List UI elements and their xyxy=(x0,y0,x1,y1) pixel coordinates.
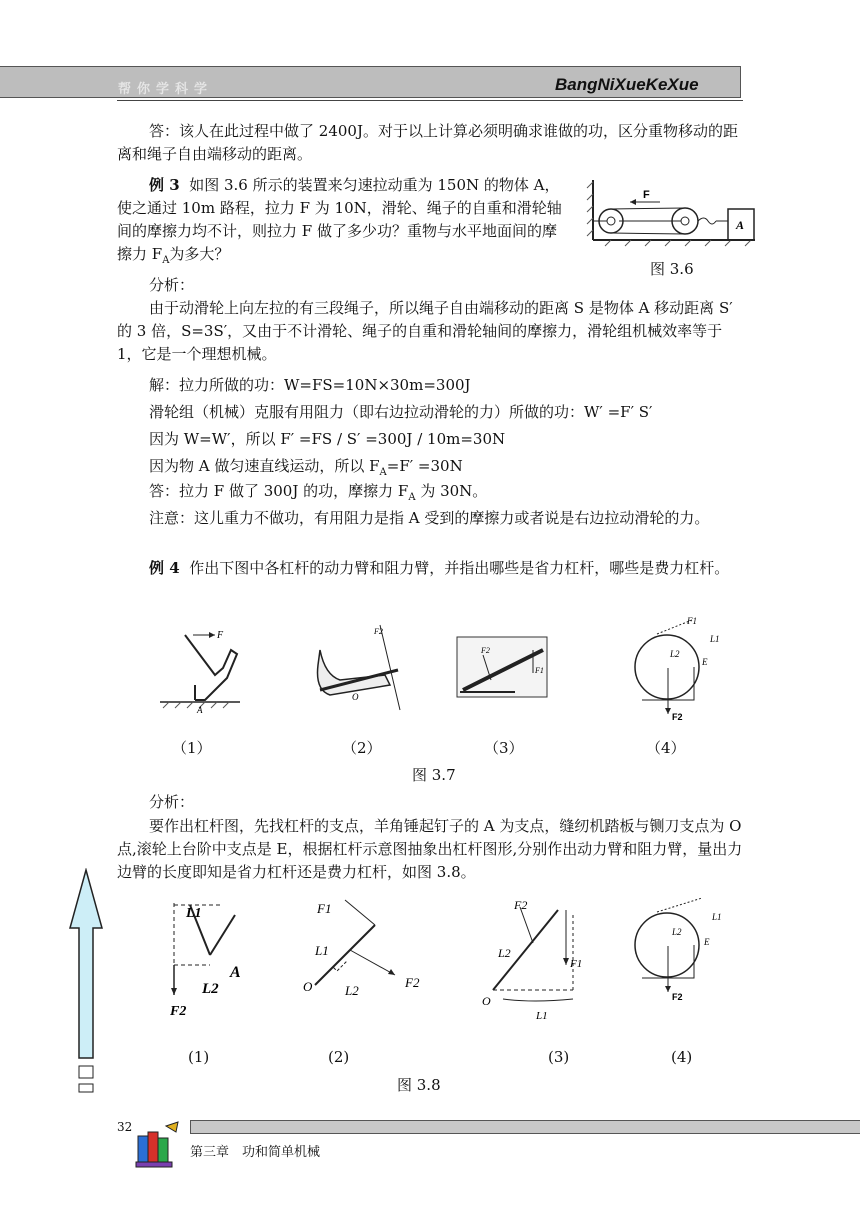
example3-label: 例 3 xyxy=(149,176,180,194)
fig38-4-l1: L1 xyxy=(712,912,722,922)
analysis-paragraph-1: 由于动滑轮上向左拉的有三段绳子，所以绳子自由端移动的距离 S 是物体 A 移动距离 S′ 的 3 倍，S=3S′，又由于不计滑轮、绳子的自重和滑轮轴间的摩擦力，滑轮组机械效率等于 1，它是一个理想机械。 xyxy=(117,299,733,363)
fig37-2-f2: F2 xyxy=(374,627,383,636)
fig38-3-o: O xyxy=(482,994,491,1008)
sol5-b: 为 30N。 xyxy=(415,482,488,500)
figure-3-8-4-roller-arms xyxy=(632,890,737,1010)
fig38-1-l2: L2 xyxy=(202,981,219,997)
figure-3-7-2-sewing-pedal xyxy=(300,620,410,715)
fig38-3-f1: F1 xyxy=(570,958,583,970)
fig38-2-l1: L1 xyxy=(315,943,329,958)
figure-3-7-3-cutter xyxy=(455,635,550,700)
fig38-2-f2: F2 xyxy=(405,975,420,990)
analysis-paragraph-2: 要作出杠杆图，先找杠杆的支点，羊角锤起钉子的 A 为支点，缝纫机踏板与铡刀支点为 O 点,滚轮上台阶中支点是 E，根据杠杆示意图抽象出杠杆图形,分别作出动力臂和阻力臂，量出力边臂的长度即知是省力杠杆还是费力杠杆，如图 3.8。 xyxy=(117,817,743,881)
answer-paragraph: 答：该人在此过程中做了 2400J。对于以上计算必须明确求谁做的功，区分重物移动的距离和绳子自由端移动的距离。 xyxy=(117,122,738,163)
page-number: 32 xyxy=(117,1120,133,1134)
fig37-3-f2: F2 xyxy=(481,646,490,655)
fig38-label-2: (2) xyxy=(328,1048,350,1066)
figure-3-7-caption: 图 3.7 xyxy=(412,766,456,784)
figure-3-8-3-cutter-arms xyxy=(478,895,588,1025)
fig37-3-f1: F1 xyxy=(535,666,544,675)
sol4-a: 因为物 A 做匀速直线运动，所以 F xyxy=(149,457,380,475)
figure-3-8-caption: 图 3.8 xyxy=(397,1076,441,1094)
solution-line-5 xyxy=(117,480,743,509)
footer-bar xyxy=(190,1120,860,1134)
sol5-sub: A xyxy=(408,492,416,503)
solution-line-1: 解：拉力所做的功：W=FS=10N×30m=300J xyxy=(149,376,471,394)
fig38-1-l1: L1 xyxy=(186,906,202,921)
fig38-1-f2: F2 xyxy=(170,1004,187,1019)
fig37-4-l1: L1 xyxy=(710,634,720,644)
figure-3-8-2-pedal-arms xyxy=(295,895,435,1020)
subscript-a: A xyxy=(162,255,170,266)
fig38-4-l2: L2 xyxy=(672,927,682,937)
analysis-heading-2: 分析： xyxy=(149,793,195,811)
fig38-2-f1: F1 xyxy=(317,901,332,916)
fig37-label-2: （2） xyxy=(342,739,382,757)
fig37-label-4: （4） xyxy=(646,739,686,757)
example4-paragraph xyxy=(117,557,743,580)
fig37-4-e: E xyxy=(702,657,708,667)
fig38-1-a: A xyxy=(230,964,241,981)
fig38-2-l2: L2 xyxy=(345,983,359,998)
fig37-label-3: （3） xyxy=(484,739,524,757)
example3-tail: 为多大？ xyxy=(169,245,230,263)
sol4-sub: A xyxy=(379,467,387,478)
fig36-label-f: F xyxy=(643,189,650,201)
fig38-label-4: (4) xyxy=(671,1048,693,1066)
example4-text: 作出下图中各杠杆的动力臂和阻力臂，并指出哪些是省力杠杆，哪些是费力杠杆。 xyxy=(189,559,730,577)
fig37-2-o: O xyxy=(352,692,359,702)
sol4-b: =F′ =30N xyxy=(386,457,463,475)
fig37-1-f: F xyxy=(217,630,224,641)
example4-label: 例 4 xyxy=(149,559,180,577)
header-left-title: 帮你学科学 xyxy=(118,82,214,97)
note-paragraph: 注意：这儿重力不做功，有用阻力是指 A 受到的摩擦力或者说是右边拉动滑轮的力。 xyxy=(149,509,710,527)
sol5-a: 答：拉力 F 做了 300J 的功，摩擦力 F xyxy=(149,482,409,500)
figure-3-7-1-claw-hammer xyxy=(155,620,245,715)
fig36-label-a: A xyxy=(736,218,745,232)
fig38-4-e: E xyxy=(704,937,710,947)
figure-3-6-caption: 图 3.6 xyxy=(650,260,694,278)
fig37-4-l2: L2 xyxy=(670,649,680,659)
solution-line-3: 因为 W=W′，所以 F′ =FS / S′ =300J / 10m=30N xyxy=(149,430,506,448)
analysis-heading-1: 分析： xyxy=(149,276,195,294)
fig38-3-f2: F2 xyxy=(514,898,528,912)
books-logo-icon xyxy=(130,1118,182,1170)
fig37-1-a: A xyxy=(197,705,203,715)
fig38-3-l2: L2 xyxy=(498,946,511,960)
example3-paragraph xyxy=(117,174,562,272)
scroll-up-arrow-icon[interactable] xyxy=(68,868,104,1098)
fig38-label-1: (1) xyxy=(188,1048,210,1066)
fig38-label-3: (3) xyxy=(548,1048,570,1066)
fig37-4-f1: F1 xyxy=(687,616,697,626)
figure-3-6-pulley-diagram xyxy=(585,178,760,248)
header-rule xyxy=(117,100,743,101)
figure-3-7-4-roller-step xyxy=(632,612,737,722)
solution-line-2: 滑轮组（机械）克服有用阻力（即右边拉动滑轮的力）所做的功：W′ =F′ S′ xyxy=(149,403,653,421)
fig38-2-o: O xyxy=(303,979,313,994)
fig37-label-1: （1） xyxy=(172,739,212,757)
header-right-title: BangNiXueKeXue xyxy=(555,75,699,94)
chapter-title: 第三章 功和简单机械 xyxy=(190,1145,321,1160)
fig37-4-f2: F2 xyxy=(672,712,683,722)
figure-3-8-1-hammer-arms xyxy=(160,895,250,1020)
example3-text: 如图 3.6 所示的装置来匀速拉动重为 150N 的物体 A，使之通过 10m 路程，拉力 F 为 10N，滑轮、绳子的自重和滑轮轴间的摩擦力均不计，则拉力 F 做了多少功？重物与水平地面间的摩擦力 F xyxy=(117,176,562,263)
fig38-4-f2: F2 xyxy=(672,992,683,1002)
fig38-3-l1: L1 xyxy=(536,1010,548,1022)
